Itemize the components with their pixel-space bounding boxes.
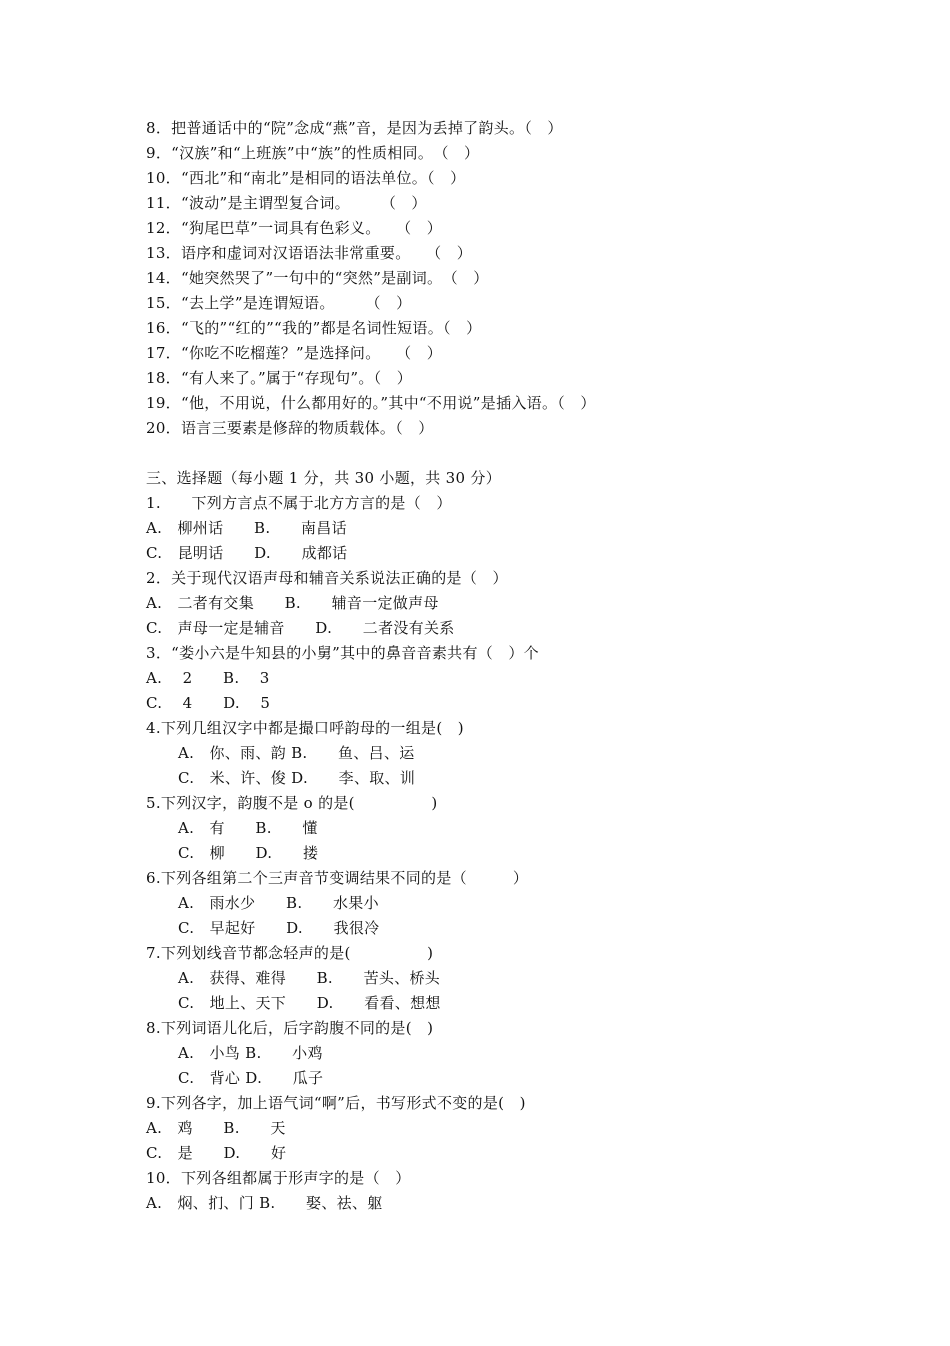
judgement-item-10: 10．“西北”和“南北”是相同的语法单位。（ ） xyxy=(146,169,466,187)
choice-option-line: A. 小鸟 B. 小鸡 xyxy=(178,1044,323,1062)
choice-option-line: C. 柳 D. 搂 xyxy=(178,844,319,862)
choice-question: 4.下列几组汉字中都是撮口呼韵母的一组是( ) xyxy=(146,719,464,737)
judgement-item-15: 15．“去上学”是连谓短语。 （ ） xyxy=(146,294,412,312)
choice-question: 8.下列词语儿化后，后字韵腹不同的是( ) xyxy=(146,1019,434,1037)
section-title: 三、选择题（每小题 1 分，共 30 小题，共 30 分） xyxy=(146,469,502,487)
choice-option-line: C. 米、许、俊 D. 李、取、训 xyxy=(178,769,416,787)
choice-option-line: C. 背心 D. 瓜子 xyxy=(178,1069,324,1087)
choice-option-line: C. 4 D. 5 xyxy=(146,694,271,712)
choice-option-line: A. 鸡 B. 天 xyxy=(146,1119,286,1137)
section-spacer xyxy=(146,441,926,466)
judgement-questions xyxy=(146,116,926,441)
judgement-item-12: 12．“狗尾巴草”一词具有色彩义。 （ ） xyxy=(146,219,443,237)
choice-option-line: A. 二者有交集 B. 辅音一定做声母 xyxy=(146,594,439,612)
choice-option-line: A. 获得、难得 B. 苦头、桥头 xyxy=(178,969,441,987)
document-page xyxy=(146,116,926,1216)
judgement-item-16: 16．“飞的”“红的”“我的”都是名词性短语。（ ） xyxy=(146,319,482,337)
choice-option-line: C. 早起好 D. 我很冷 xyxy=(178,919,380,937)
choice-option-line: C. 是 D. 好 xyxy=(146,1144,287,1162)
choice-option-line: A. 雨水少 B. 水果小 xyxy=(178,894,379,912)
choice-question: 2．关于现代汉语声母和辅音关系说法正确的是（ ） xyxy=(146,569,508,587)
judgement-item-9: 9．“汉族”和“上班族”中“族”的性质相同。 （ ） xyxy=(146,144,480,162)
choice-option-line: C. 地上、天下 D. 看看、想想 xyxy=(178,994,441,1012)
choice-option-line: A. 你、雨、韵 B. 鱼、吕、运 xyxy=(178,744,415,762)
choice-question: 1. 下列方言点不属于北方方言的是（ ） xyxy=(146,494,452,512)
judgement-item-19: 19．“他，不用说，什么都用好的。”其中“不用说”是插入语。（ ） xyxy=(146,394,596,412)
judgement-item-14: 14．“她突然哭了”一句中的“突然”是副词。 （ ） xyxy=(146,269,489,287)
judgement-item-11: 11．“波动”是主谓型复合词。 （ ） xyxy=(146,194,427,212)
choice-question: 3．“娄小六是牛知县的小舅”其中的鼻音音素共有（ ）个 xyxy=(146,644,539,662)
choice-question: 9.下列各字，加上语气词“啊”后，书写形式不变的是( ) xyxy=(146,1094,526,1112)
choice-option-line: A. 焖、扪、门 B. 娶、祛、躯 xyxy=(146,1194,383,1212)
judgement-item-8: 8．把普通话中的“院”念成“燕”音，是因为丢掉了韵头。（ ） xyxy=(146,119,563,137)
choice-question: 7.下列划线音节都念轻声的是( ) xyxy=(146,944,434,962)
judgement-item-13: 13．语序和虚词对汉语语法非常重要。 （ ） xyxy=(146,244,472,262)
choice-option-line: A. 柳州话 B. 南昌话 xyxy=(146,519,347,537)
choice-option-line: C. 声母一定是辅音 D. 二者没有关系 xyxy=(146,619,455,637)
choice-option-line: A. 有 B. 懂 xyxy=(178,819,318,837)
choice-question: 6.下列各组第二个三声音节变调结果不同的是（ ） xyxy=(146,869,529,887)
choice-question: 5.下列汉字，韵腹不是 o 的是( ) xyxy=(146,794,438,812)
judgement-item-20: 20．语言三要素是修辞的物质载体。（ ） xyxy=(146,419,434,437)
judgement-item-18: 18．“有人来了。”属于“存现句”。（ ） xyxy=(146,369,413,387)
judgement-item-17: 17．“你吃不吃榴莲？”是选择问。 （ ） xyxy=(146,344,443,362)
choice-question: 10．下列各组都属于形声字的是（ ） xyxy=(146,1169,411,1187)
choice-option-line: C. 昆明话 D. 成都话 xyxy=(146,544,348,562)
choice-option-line: A. 2 B. 3 xyxy=(146,669,270,687)
choice-questions xyxy=(146,491,926,1216)
